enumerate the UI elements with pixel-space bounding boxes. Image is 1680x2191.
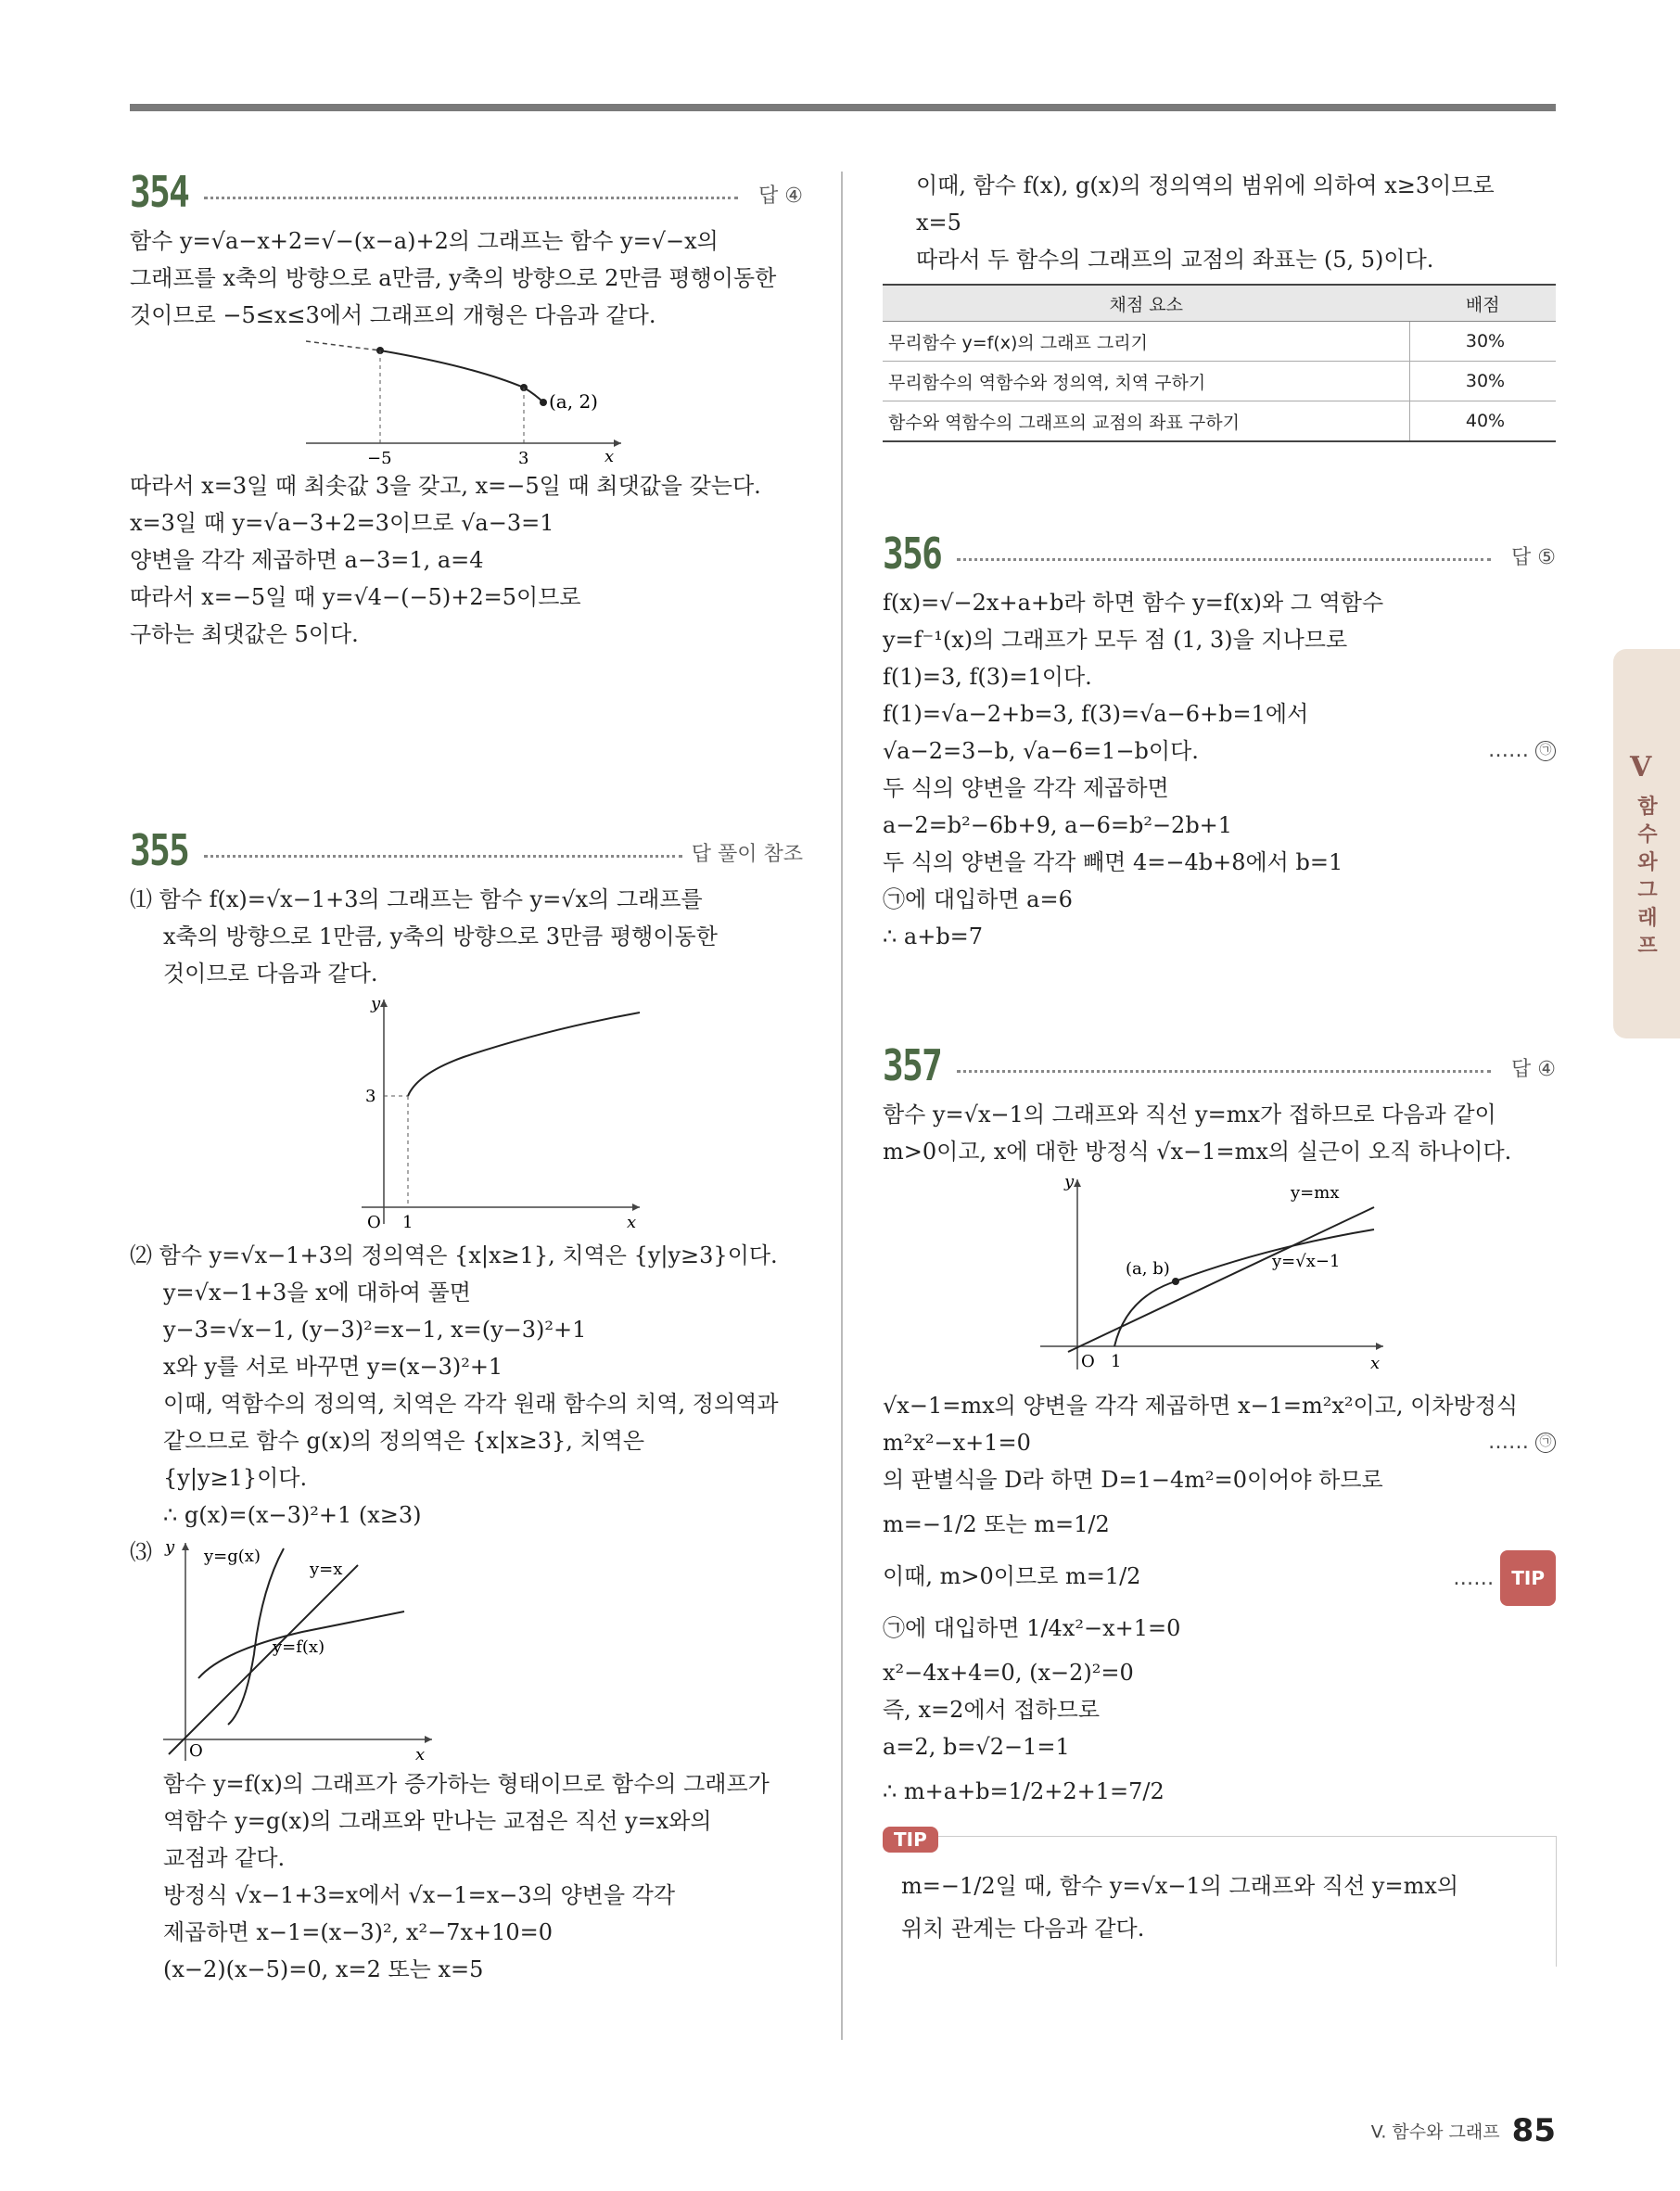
equation-marker: …… ㉠	[1488, 1424, 1556, 1461]
text-line: 따라서 두 함수의 그래프의 교점의 좌표는 (5, 5)이다.	[916, 247, 1434, 273]
answer-label: 답 ④	[758, 185, 803, 208]
table-header: 채점 요소	[883, 285, 1410, 322]
leader-dots	[957, 558, 1491, 561]
axis-label: x	[627, 1213, 637, 1232]
table-cell: 30%	[1410, 322, 1557, 362]
text-line: 따라서 x=−5일 때 y=√4−(−5)+2=5이므로	[130, 584, 581, 610]
text-line: 구하는 최댓값은 5이다.	[130, 621, 359, 647]
text-line: ⑴ 함수 f(x)=√x−1+3의 그래프는 함수 y=√x의 그래프를	[130, 886, 703, 912]
text-line: f(x)=√−2x+a+b라 하면 함수 y=f(x)와 그 역함수	[883, 590, 1384, 616]
text-line: 것이므로 −5≤x≤3에서 그래프의 개형은 다음과 같다.	[130, 302, 656, 328]
leader-dots	[204, 855, 682, 858]
text-line: m²x²−x+1=0	[883, 1430, 1031, 1456]
scoring-table	[883, 284, 1556, 442]
text-line: 그래프를 x축의 방향으로 a만큼, y축의 방향으로 2만큼 평행이동한	[130, 265, 777, 291]
text-line: ㉠에 대입하면 a=6	[883, 886, 1073, 912]
text-line: √a−2=3−b, √a−6=1−b이다.	[883, 738, 1199, 764]
table-row	[883, 401, 1556, 442]
text-line: 이때, 함수 f(x), g(x)의 정의역의 범위에 의하여 x≥3이므로	[916, 172, 1495, 198]
text-line: ∴ g(x)=(x−3)²+1 (x≥3)	[163, 1502, 422, 1528]
problem-number: 354	[130, 167, 189, 217]
equation-marker: …… ㉠	[1488, 732, 1556, 770]
text-line: 교점과 같다.	[163, 1845, 286, 1871]
tick-label: 3	[518, 449, 529, 464]
text-line: x축의 방향으로 1만큼, y축의 방향으로 3만큼 평행이동한	[163, 924, 718, 949]
text-line: a−2=b²−6b+9, a−6=b²−2b+1	[883, 812, 1233, 838]
problem-354	[130, 167, 803, 653]
column-divider	[841, 172, 843, 2040]
tick-label: 1	[402, 1213, 414, 1232]
axis-label: y	[1064, 1172, 1075, 1191]
text-line: √x−1=mx의 양변을 각각 제곱하면 x−1=m²x²이고, 이차방정식	[883, 1393, 1519, 1419]
page-footer	[1371, 2112, 1556, 2149]
curve-label: y=f(x)	[273, 1637, 325, 1657]
point-label: (a, b)	[1126, 1259, 1170, 1279]
curve-label: y=g(x)	[204, 1547, 261, 1566]
text-line: ㉠에 대입하면 1/4x²−x+1=0	[883, 1615, 1181, 1641]
top-rule	[130, 104, 1556, 111]
text-line: 역함수 y=g(x)의 그래프와 만나는 교점은 직선 y=x와의	[163, 1808, 712, 1834]
graph-354	[306, 334, 695, 464]
text-line: {y|y≥1}이다.	[163, 1465, 308, 1491]
footer-chapter: V. 함수와 그래프	[1370, 2121, 1500, 2143]
table-cell: 함수와 역함수의 그래프의 교점의 좌표 구하기	[883, 401, 1410, 442]
table-cell: 무리함수의 역함수와 정의역, 치역 구하기	[883, 362, 1410, 401]
tip-badge: TIP	[883, 1827, 938, 1853]
text-line: ∴ a+b=7	[883, 924, 984, 949]
graph-355-1	[362, 992, 732, 1233]
answer-label: 답 ⑤	[1511, 546, 1556, 569]
text-line: y=√x−1+3을 x에 대하여 풀면	[163, 1280, 471, 1306]
line-label: y=mx	[1291, 1183, 1340, 1203]
text-line: x=3일 때 y=√a−3+2=3이므로 √a−3=1	[130, 510, 554, 536]
text-line: 양변을 각각 제곱하면 a−3=1, a=4	[130, 547, 484, 573]
part-label: ⑶	[130, 1539, 152, 1565]
text-line: y=f⁻¹(x)의 그래프가 모두 점 (1, 3)을 지나므로	[883, 627, 1348, 653]
tick-label: 1	[1111, 1352, 1122, 1371]
origin-label: O	[367, 1213, 381, 1232]
graph-355-3	[163, 1534, 460, 1765]
page-number: 85	[1511, 2112, 1556, 2149]
graph-357	[1040, 1170, 1411, 1383]
leader-dots	[957, 1070, 1491, 1073]
tick-label: −5	[367, 449, 392, 464]
origin-label: O	[189, 1741, 203, 1761]
tip-marker: …… TIP	[1453, 1550, 1556, 1606]
text-line: a=2, b=√2−1=1	[883, 1734, 1070, 1760]
problem-357	[883, 1040, 1556, 1966]
problem-356	[883, 529, 1556, 955]
axis-label: x	[605, 447, 615, 464]
text-line: f(1)=3, f(3)=1이다.	[883, 664, 1092, 690]
axis-label: x	[1370, 1354, 1381, 1373]
text-line: (x−2)(x−5)=0, x=2 또는 x=5	[163, 1956, 484, 1982]
point-label: (a, 2)	[549, 390, 598, 413]
text-line: x와 y를 서로 바꾸면 y=(x−3)²+1	[163, 1354, 503, 1380]
table-cell: 30%	[1410, 362, 1557, 401]
problem-number: 357	[883, 1040, 942, 1090]
problem-number: 356	[883, 529, 942, 579]
chapter-side-tab	[1613, 649, 1680, 1038]
tip-box	[883, 1827, 1556, 1966]
problem-number: 355	[130, 825, 189, 875]
origin-label: O	[1081, 1352, 1095, 1371]
axis-label: x	[415, 1745, 426, 1764]
text-line: 이때, 역함수의 정의역, 치역은 각각 원래 함수의 치역, 정의역과	[163, 1391, 779, 1417]
text-line: y−3=√x−1, (y−3)²=x−1, x=(y−3)²+1	[163, 1317, 587, 1343]
text-line: 제곱하면 x−1=(x−3)², x²−7x+10=0	[163, 1919, 554, 1945]
chapter-title: 함수와그래프	[1637, 796, 1658, 958]
line-label: y=x	[310, 1560, 343, 1579]
table-row	[883, 322, 1556, 362]
text-line: m=−1/2일 때, 함수 y=√x−1의 그래프와 직선 y=mx의	[901, 1873, 1459, 1899]
text-line: 따라서 x=3일 때 최솟값 3을 갖고, x=−5일 때 최댓값을 갖는다.	[130, 473, 761, 499]
text-line: 의 판별식을 D라 하면 D=1−4m²=0이어야 하므로	[883, 1467, 1383, 1493]
text-line: 방정식 √x−1+3=x에서 √x−1=x−3의 양변을 각각	[163, 1882, 675, 1908]
text-line: f(1)=√a−2+b=3, f(3)=√a−6+b=1에서	[883, 701, 1309, 727]
table-cell: 무리함수 y=f(x)의 그래프 그리기	[883, 322, 1410, 362]
text-line: 두 식의 양변을 각각 제곱하면	[883, 775, 1169, 801]
text-line: 같으므로 함수 g(x)의 정의역은 {x|x≥3}, 치역은	[163, 1428, 645, 1454]
table-cell: 40%	[1410, 401, 1557, 442]
text-line: 함수 y=√a−x+2=√−(x−a)+2의 그래프는 함수 y=√−x의	[130, 228, 719, 254]
text-line: 이때, m>0이므로 m=1/2	[883, 1563, 1141, 1589]
text-line: 즉, x=2에서 접하므로	[883, 1697, 1101, 1723]
text-line: ⑵ 함수 y=√x−1+3의 정의역은 {x|x≥1}, 치역은 {y|y≥3}이다.	[130, 1242, 778, 1268]
text-line: 것이므로 다음과 같다.	[163, 961, 378, 987]
text-line: x²−4x+4=0, (x−2)²=0	[883, 1660, 1134, 1686]
table-row	[883, 362, 1556, 401]
leader-dots	[204, 197, 738, 199]
text-line: 함수 y=√x−1의 그래프와 직선 y=mx가 접하므로 다음과 같이	[883, 1102, 1496, 1127]
text-line: m>0이고, x에 대한 방정식 √x−1=mx의 실근이 오직 하나이다.	[883, 1139, 1512, 1165]
problem-355	[130, 825, 803, 1988]
text-line: x=5	[916, 210, 961, 236]
answer-label: 답 ④	[1511, 1058, 1556, 1081]
text-line: ∴ m+a+b=1/2+2+1=7/2	[883, 1778, 1165, 1804]
text-line: 위치 관계는 다음과 같다.	[901, 1916, 1145, 1942]
problem-355-continued	[883, 167, 1556, 442]
answer-label: 답 풀이 참조	[691, 843, 803, 866]
axis-label: y	[165, 1537, 175, 1557]
text-line: 두 식의 양변을 각각 빼면 4=−4b+8에서 b=1	[883, 849, 1343, 875]
curve-label: y=√x−1	[1272, 1252, 1341, 1271]
chapter-number: V	[1630, 751, 1652, 783]
tick-label: 3	[365, 1087, 376, 1106]
text-line: m=−1/2 또는 m=1/2	[883, 1511, 1110, 1537]
axis-label: y	[371, 994, 381, 1013]
table-header: 배점	[1410, 285, 1557, 322]
text-line: 함수 y=f(x)의 그래프가 증가하는 형태이므로 함수의 그래프가	[163, 1771, 770, 1797]
